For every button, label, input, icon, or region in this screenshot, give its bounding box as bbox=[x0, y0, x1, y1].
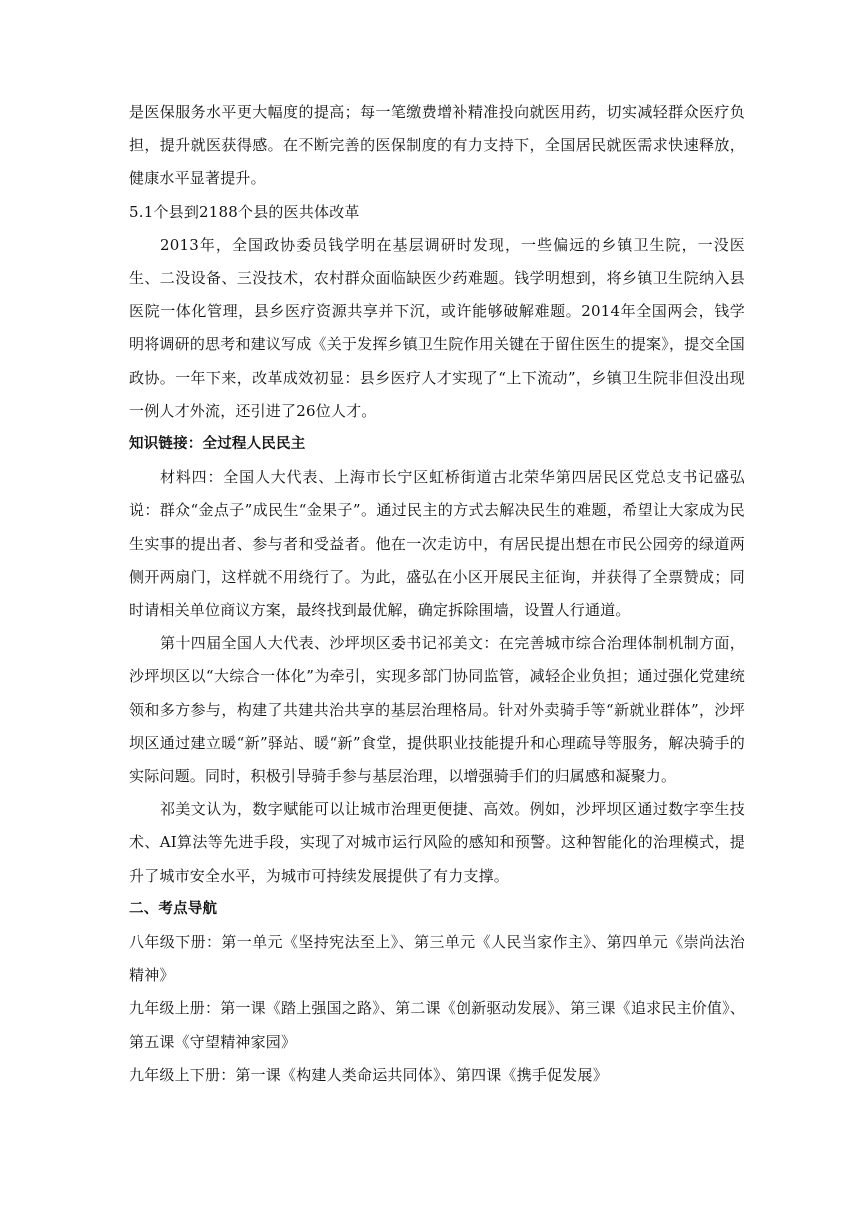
exam-guide-grade9-both: 九年级上下册：第一课《构建人类命运共同体》、第四课《携手促发展》 bbox=[129, 1065, 608, 1084]
exam-guide-grade9-upper: 九年级上册：第一课《踏上强国之路》、第二课《创新驱动发展》、第三课《追求民主价值》、第五课《守望精神家园》 bbox=[129, 999, 745, 1051]
heading-knowledge-link: 知识链接：全过程人民民主 bbox=[129, 436, 306, 453]
paragraph-county-reform: 2013年，全国政协委员钱学明在基层调研时发现，一些偏远的乡镇卫生院，一没医生、二没设备、三没技术，农村群众面临缺医少药难题。钱学明想到，将乡镇卫生院纳入县医院一体化管理，县乡医疗资源共享并下沉，或许能够破解难题。2014年全国两会，钱学明将调研的思考和建议写成《关于发挥乡镇卫生院作用关键在于留住医生的提案》，提交全国政协。一年下来，改革成效初显：县乡医疗人才实现了“上下流动”，乡镇卫生院非但没出现一例人才外流，还引进了26位人才。 bbox=[129, 235, 745, 420]
heading-exam-guide: 二、考点导航 bbox=[129, 900, 218, 917]
paragraph-digital-governance: 祁美文认为，数字赋能可以让城市治理更便捷、高效。例如，沙坪坝区通过数字孪生技术、AI算法等先进手段，实现了对城市运行风险的感知和预警。这种智能化的治理模式，提升了城市安全水平，为城市可持续发展提供了有力支撑。 bbox=[129, 800, 745, 885]
paragraph-material-four: 材料四：全国人大代表、上海市长宁区虹桥街道古北荣华第四居民区党总支书记盛弘说：群众“金点子”成民生“金果子”。通过民主的方式去解决民生的难题，希望让大家成为民生实事的提出者、参与者和受益者。他在一次走访中，有居民提出想在市民公园旁的绿道两侧开两扇门，这样就不用绕行了。为此，盛弘在小区开展民主征询，并获得了全票赞成；同时请相关单位商议方案，最终找到最优解，确定拆除围墙，设置人行通道。 bbox=[129, 468, 745, 620]
paragraph-shapingba: 第十四届全国人大代表、沙坪坝区委书记祁美文：在完善城市综合治理体制机制方面，沙坪坝区以“大综合一体化”为牵引，实现多部门协同监管，减轻企业负担；通过强化党建统领和多方参与，构建了共建共治共享的基层治理格局。针对外卖骑手等“新就业群体”，沙坪坝区通过建立暖“新”驿站、暖“新”食堂，提供职业技能提升和心理疏导等服务，解决骑手的实际问题。同时，积极引导骑手参与基层治理，以增强骑手们的归属感和凝聚力。 bbox=[129, 634, 745, 786]
paragraph-healthcare-continuation: 是医保服务水平更大幅度的提高；每一笔缴费增补精准投向就医用药，切实减轻群众医疗负担，提升就医获得感。在不断完善的医保制度的有力支持下，全国居民就医需求快速释放，健康水平显著提升。 bbox=[129, 103, 745, 188]
section-title-county-reform: 5.1个县到2188个县的医共体改革 bbox=[129, 202, 360, 221]
exam-guide-grade8: 八年级下册：第一单元《坚持宪法至上》、第三单元《人民当家作主》、第四单元《崇尚法治精神》 bbox=[129, 933, 745, 985]
document-page bbox=[129, 96, 745, 1092]
